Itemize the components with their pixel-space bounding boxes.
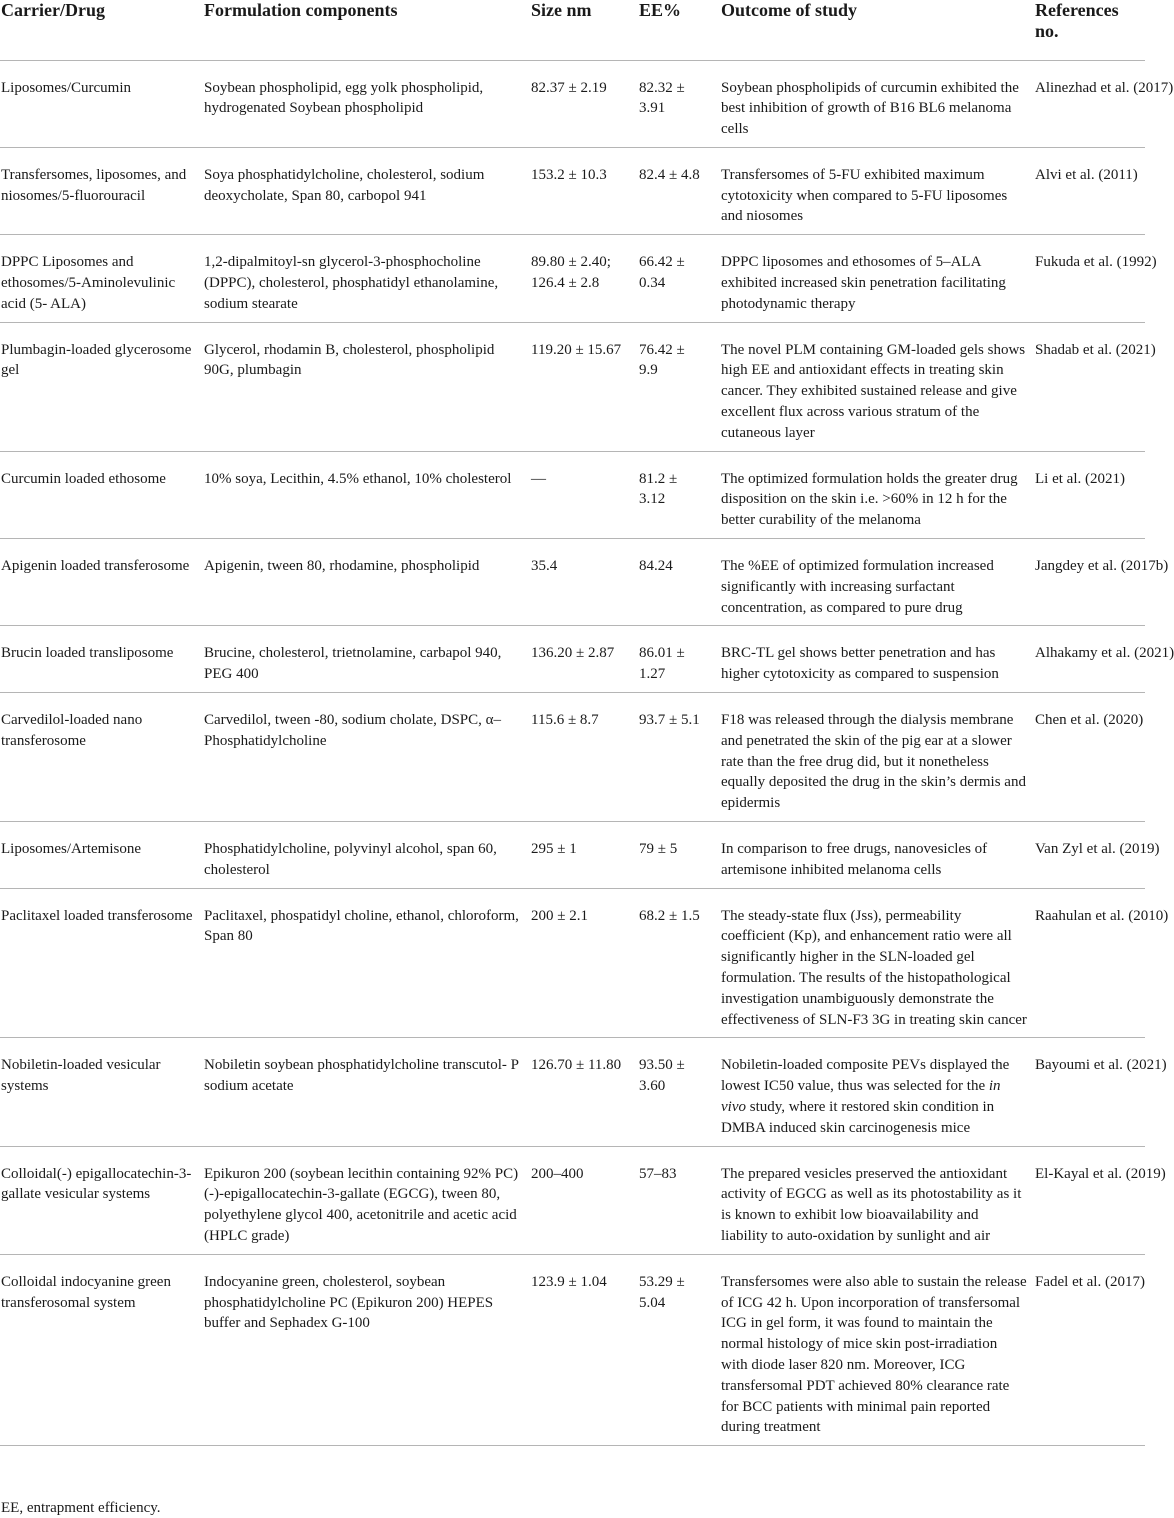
cell-outcome: DPPC liposomes and ethosomes of 5–ALA exhibited increased skin penetration facilitating photodynamic therapy (715, 235, 1029, 322)
cell-ee: 57–83 (633, 1146, 715, 1254)
header-carrier: Carrier/Drug (0, 0, 198, 60)
cell-outcome: In comparison to free drugs, nanovesicles of artemisone inhibited melanoma cells (715, 822, 1029, 889)
cell-formulation: Paclitaxel, phospatidyl choline, ethanol, chloroform, Span 80 (198, 888, 525, 1038)
cell-carrier: Curcumin loaded ethosome (0, 451, 198, 538)
cell-size: 126.70 ± 11.80 (525, 1038, 633, 1146)
cell-carrier: Apigenin loaded transferosome (0, 539, 198, 626)
cell-size: 115.6 ± 8.7 (525, 693, 633, 822)
cell-reference: Fadel et al. (2017) (1029, 1254, 1145, 1445)
cell-size: 200 ± 2.1 (525, 888, 633, 1038)
cell-outcome: BRC-TL gel shows better penetration and has higher cytotoxicity as compared to suspension (715, 626, 1029, 693)
cell-reference: Shadab et al. (2021) (1029, 322, 1145, 451)
cell-size: 123.9 ± 1.04 (525, 1254, 633, 1445)
cell-formulation: Soybean phospholipid, egg yolk phospholipid, hydrogenated Soybean phospholipid (198, 60, 525, 147)
cell-size: 295 ± 1 (525, 822, 633, 889)
cell-carrier: Liposomes/Curcumin (0, 60, 198, 147)
cell-outcome: The prepared vesicles preserved the antioxidant activity of EGCG as well as its photostability as it is known to exhibit low bioavailability and liability to auto-oxidation by sunlight and air (715, 1146, 1029, 1254)
cell-ee: 93.7 ± 5.1 (633, 693, 715, 822)
cell-carrier: Colloidal indocyanine green transferosomal system (0, 1254, 198, 1445)
cell-outcome: The optimized formulation holds the greater drug disposition on the skin i.e. >60% in 12 h for the better curability of the melanoma (715, 451, 1029, 538)
table-row (0, 1038, 1145, 1146)
cell-carrier: Brucin loaded transliposome (0, 626, 198, 693)
header-references: References no. (1029, 0, 1145, 60)
cell-size: 35.4 (525, 539, 633, 626)
cell-formulation: Soya phosphatidylcholine, cholesterol, sodium deoxycholate, Span 80, carbopol 941 (198, 147, 525, 234)
cell-ee: 84.24 (633, 539, 715, 626)
table-row (0, 888, 1145, 1038)
cell-reference: Van Zyl et al. (2019) (1029, 822, 1145, 889)
table-footnote: EE, entrapment efficiency. (1, 1500, 161, 1516)
cell-outcome: Transfersomes were also able to sustain the release of ICG 42 h. Upon incorporation of transfersomal ICG in gel form, it was found to maintain the normal histology of mice skin post-irradiation with diode laser 820 nm. Moreover, ICG transfersomal PDT achieved 80% clearance rate for BCC patients with minimal pain reported during treatment (715, 1254, 1029, 1445)
cell-formulation: Apigenin, tween 80, rhodamine, phospholipid (198, 539, 525, 626)
table-row (0, 322, 1145, 451)
table-row (0, 626, 1145, 693)
outcome-text-italic: in vivo (721, 1078, 1001, 1115)
cell-size: 153.2 ± 10.3 (525, 147, 633, 234)
cell-ee: 68.2 ± 1.5 (633, 888, 715, 1038)
cell-carrier: Colloidal(-) epigallocatechin-3-gallate vesicular systems (0, 1146, 198, 1254)
cell-reference: Fukuda et al. (1992) (1029, 235, 1145, 322)
cell-formulation: Epikuron 200 (soybean lecithin containing 92% PC) (-)-epigallocatechin-3-gallate (EGCG), tween 80, polyethylene glycol 400, acetonitrile and acetic acid (HPLC grade) (198, 1146, 525, 1254)
cell-ee: 53.29 ± 5.04 (633, 1254, 715, 1445)
cell-outcome: Soybean phospholipids of curcumin exhibited the best inhibition of growth of B16 BL6 melanoma cells (715, 60, 1029, 147)
table-row (0, 235, 1145, 322)
cell-size: 200–400 (525, 1146, 633, 1254)
cell-carrier: Paclitaxel loaded transferosome (0, 888, 198, 1038)
cell-carrier: Carvedilol-loaded nano transferosome (0, 693, 198, 822)
cell-outcome: Transfersomes of 5-FU exhibited maximum cytotoxicity when compared to 5-FU liposomes and niosomes (715, 147, 1029, 234)
cell-formulation: 10% soya, Lecithin, 4.5% ethanol, 10% cholesterol (198, 451, 525, 538)
cell-reference: Jangdey et al. (2017b) (1029, 539, 1145, 626)
cell-reference: Li et al. (2021) (1029, 451, 1145, 538)
outcome-text-before: Nobiletin-loaded composite PEVs displayed the lowest IC50 value, thus was selected for the (721, 1057, 1010, 1095)
table-row (0, 1146, 1145, 1254)
cell-ee: 93.50 ± 3.60 (633, 1038, 715, 1146)
header-outcome: Outcome of study (715, 0, 1029, 60)
cell-ee: 86.01 ± 1.27 (633, 626, 715, 693)
cell-reference: El-Kayal et al. (2019) (1029, 1146, 1145, 1254)
cell-carrier: Plumbagin-loaded glycerosome gel (0, 322, 198, 451)
table-row (0, 822, 1145, 889)
cell-formulation: Indocyanine green, cholesterol, soybean phosphatidylcholine PC (Epikuron 200) HEPES buffer and Sephadex G-100 (198, 1254, 525, 1445)
cell-outcome (715, 1038, 1029, 1146)
cell-reference: Raahulan et al. (2010) (1029, 888, 1145, 1038)
cell-outcome: The steady-state flux (Jss), permeability coefficient (Kp), and enhancement ratio were all significantly higher in the SLN-loaded gel formulation. The results of the histopathological investigation unambiguously demonstrate the effectiveness of SLN-F3 3G in treating skin cancer (715, 888, 1029, 1038)
cell-reference: Chen et al. (2020) (1029, 693, 1145, 822)
table-row (0, 60, 1145, 147)
cell-size: 89.80 ± 2.40; 126.4 ± 2.8 (525, 235, 633, 322)
cell-outcome: The novel PLM containing GM-loaded gels shows high EE and antioxidant effects in treating skin cancer. They exhibited sustained release and give excellent flux across various stratum of the cutaneous layer (715, 322, 1029, 451)
cell-carrier: Transfersomes, liposomes, and niosomes/5-fluorouracil (0, 147, 198, 234)
header-formulation: Formulation components (198, 0, 525, 60)
cell-formulation: Glycerol, rhodamin B, cholesterol, phospholipid 90G, plumbagin (198, 322, 525, 451)
cell-size: — (525, 451, 633, 538)
cell-formulation: Carvedilol, tween -80, sodium cholate, DSPC, α–Phosphatidylcholine (198, 693, 525, 822)
cell-reference: Alinezhad et al. (2017) (1029, 60, 1145, 147)
cell-formulation: Phosphatidylcholine, polyvinyl alcohol, span 60, cholesterol (198, 822, 525, 889)
table-row (0, 693, 1145, 822)
cell-size: 136.20 ± 2.87 (525, 626, 633, 693)
cell-formulation: 1,2-dipalmitoyl-sn glycerol-3-phosphocholine (DPPC), cholesterol, phosphatidyl ethanolamine, sodium stearate (198, 235, 525, 322)
cell-outcome: The %EE of optimized formulation increased significantly with increasing surfactant concentration, as compared to pure drug (715, 539, 1029, 626)
cell-formulation: Nobiletin soybean phosphatidylcholine transcutol- P sodium acetate (198, 1038, 525, 1146)
header-size: Size nm (525, 0, 633, 60)
table-row (0, 147, 1145, 234)
cell-ee: 82.4 ± 4.8 (633, 147, 715, 234)
table-body (0, 60, 1174, 1446)
cell-carrier: Liposomes/Artemisone (0, 822, 198, 889)
cell-formulation: Brucine, cholesterol, trietnolamine, carbapol 940, PEG 400 (198, 626, 525, 693)
outcome-text-after: study, where it restored skin condition in DMBA induced skin carcinogenesis mice (721, 1098, 995, 1136)
cell-outcome: F18 was released through the dialysis membrane and penetrated the skin of the pig ear at a slower rate than the free drug did, but it nonetheless equally deposited the drug in the skin’s dermis and epidermis (715, 693, 1029, 822)
cell-reference: Bayoumi et al. (2021) (1029, 1038, 1145, 1146)
cell-ee: 81.2 ± 3.12 (633, 451, 715, 538)
cell-size: 82.37 ± 2.19 (525, 60, 633, 147)
table-row (0, 1254, 1145, 1445)
cell-carrier: Nobiletin-loaded vesicular systems (0, 1038, 198, 1146)
table-row (0, 451, 1145, 538)
header-ee: EE% (633, 0, 715, 60)
cell-ee: 79 ± 5 (633, 822, 715, 889)
cell-size: 119.20 ± 15.67 (525, 322, 633, 451)
table-header (0, 0, 1145, 60)
cell-ee: 76.42 ± 9.9 (633, 322, 715, 451)
table-row (0, 539, 1145, 626)
cell-reference: Alhakamy et al. (2021) (1029, 626, 1145, 693)
cell-reference: Alvi et al. (2011) (1029, 147, 1145, 234)
header-row (0, 0, 1145, 60)
cell-ee: 66.42 ± 0.34 (633, 235, 715, 322)
cell-ee: 82.32 ± 3.91 (633, 60, 715, 147)
cell-carrier: DPPC Liposomes and ethosomes/5-Aminolevulinic acid (5- ALA) (0, 235, 198, 322)
